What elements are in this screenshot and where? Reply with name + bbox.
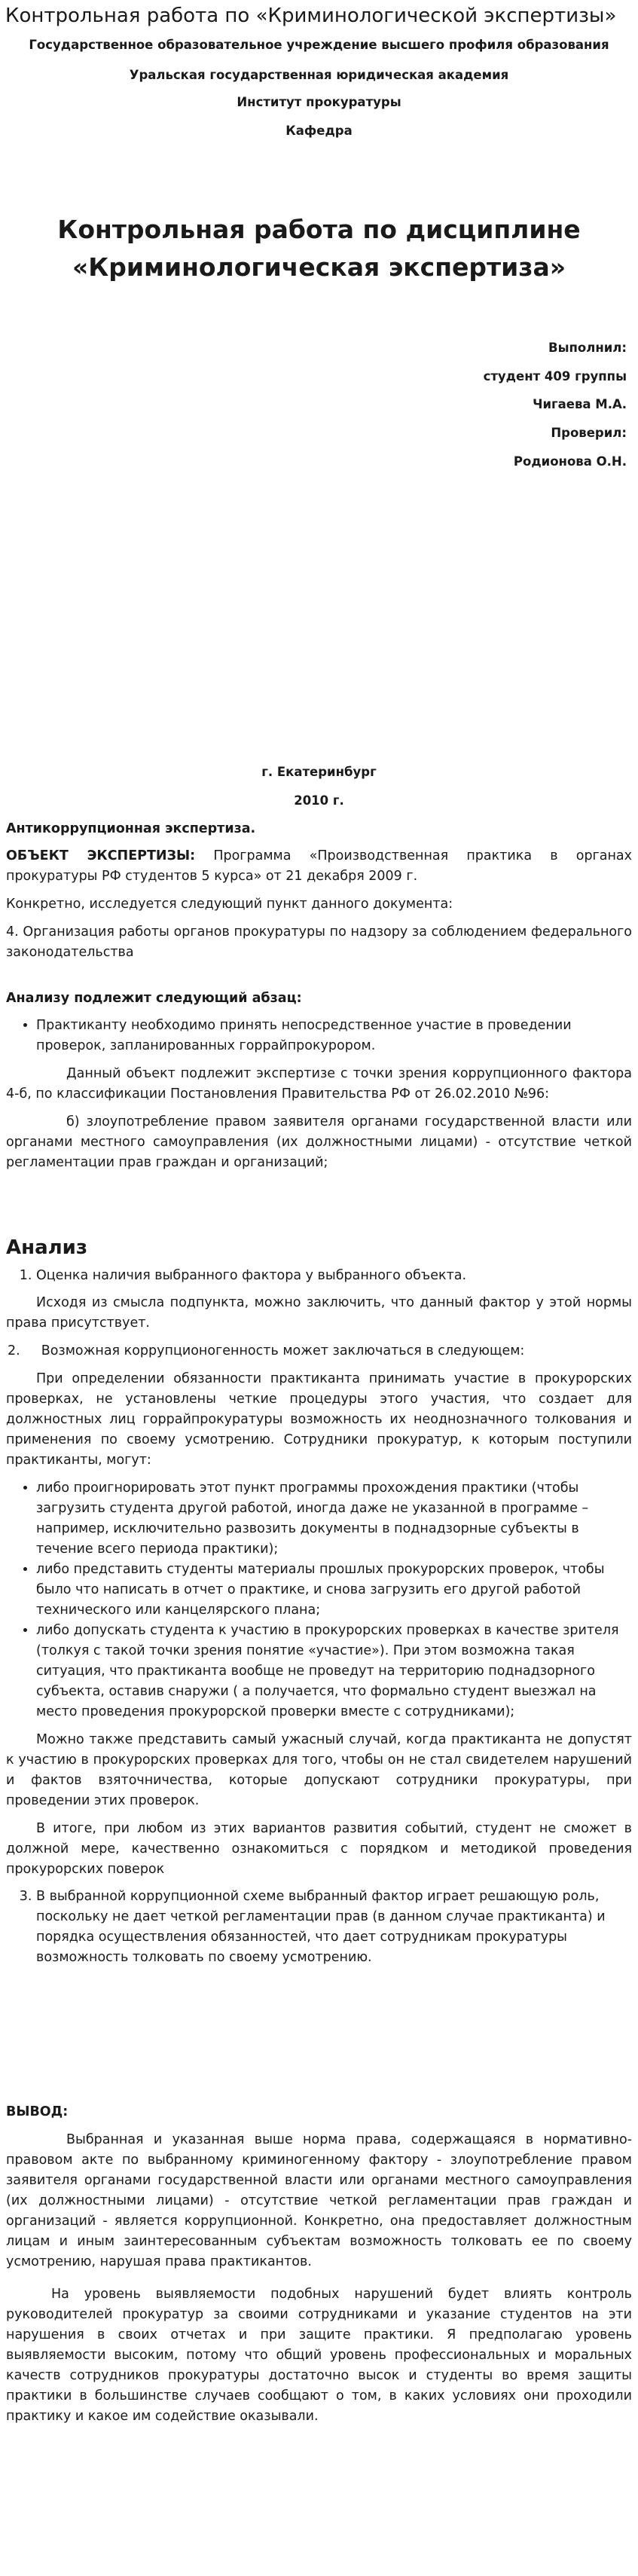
- section-expertise: [6, 819, 632, 1173]
- list-item: • Практиканту необходимо принять непосредственное участие в проведении проверок, запланированных горрайпрокурором.: [36, 1016, 632, 1056]
- analysis-paragraph-2: При определении обязанности практиканта принимать участие в прокурорских проверках, не установлены четкие процедуры этого участия, что создает для должностных лиц горрайпрокуратуры возможность их неоднозначного толкования и применения по своему усмотрению. Сотрудники прокуратур, к которым поступили практиканты, могут:: [6, 1371, 632, 1468]
- list-item: • либо представить студенты материалы прошлых прокурорских проверок, чтобы было что написать в отчет о практике, и снова загрузить его другой работой технического или канцелярского плана;: [36, 1560, 632, 1621]
- concretely-paragraph: Конкретно, исследуется следующий пункт данного документа:: [6, 897, 453, 912]
- student-name: Чигаева М.А.: [533, 397, 627, 411]
- conclusion-heading: ВЫВОД:: [6, 2104, 69, 2119]
- given-object-paragraph: Данный объект подлежит экспертизе с точки зрения коррупционного фактора 4-б, по классификации Постановления Правительства РФ от 26.02.2010 №96:: [6, 1066, 632, 1102]
- list-item: • либо допускать студента к участию в прокурорских проверках в качестве зрителя (толкуя с такой точки зрения понятие «участие»). При этом возможна такая ситуация, что практиканта вообще не проведут на территорию поднадзорного субъекта, оставив снаружи ( а получается, что формально студент выезжал на место проведения прокурорской проверки вместе с сотрудниками);: [36, 1621, 632, 1722]
- cover-institute: Институт прокуратуры: [237, 95, 401, 109]
- analysis-heading: Анализ: [6, 1236, 87, 1259]
- analysis-list-1: [6, 1266, 632, 1286]
- options-list: [6, 1478, 632, 1722]
- object-text: Программа «Производственная практика в органах прокуратуры РФ студентов 5 курса» от 21 декабря 2009 г.: [6, 848, 632, 884]
- object-paragraph: [6, 846, 632, 887]
- student-group: студент 409 группы: [483, 369, 627, 383]
- list-item: 1. Оценка наличия выбранного фактора у выбранного объекта.: [36, 1266, 632, 1286]
- object-label: ОБЪЕКТ ЭКСПЕРТИЗЫ:: [6, 848, 196, 863]
- item-text: Возможная коррупционогенность может заключаться в следующем:: [41, 1343, 525, 1358]
- analysis-item-2: [6, 1341, 632, 1361]
- cover-year: 2010 г.: [294, 793, 344, 808]
- list-item: • либо проигнорировать этот пункт программы прохождения практики (чтобы загрузить студента другой работой, иногда даже не указанной в программе – например, исключительно развозить документы в поднадзорные субъекты в течение всего периода практики);: [36, 1478, 632, 1560]
- page-title: Контрольная работа по «Криминологической экспертизы»: [5, 5, 617, 27]
- checker-name: Родионова О.Н.: [513, 454, 627, 469]
- cover-title-line1: Контрольная работа по дисциплине: [57, 215, 581, 244]
- analysis-paragraph-4: В итоге, при любом из этих вариантов развития событий, студент не сможет в должной мере, качественно ознакомиться с порядком и методикой проведения прокурорских поверок: [6, 1821, 632, 1877]
- cover-title: [0, 211, 638, 286]
- cover-title-line2: «Криминологическая экспертиза»: [72, 252, 566, 282]
- item-number: 2.: [8, 1343, 20, 1358]
- factor-b-paragraph: б) злоупотребление правом заявителя органами государственной власти или органами местного самоуправления (их должностными лицами) - отсутствие четкой регламентации прав граждан и организаций;: [6, 1114, 632, 1170]
- cover-institution: Государственное образовательное учреждение высшего профиля образования: [29, 38, 609, 52]
- list-item: 3. В выбранной коррупционной схеме выбранный фактор играет решающую роль, поскольку не дает четкой регламентации прав (в данном случае практиканта) и порядка осуществления обязанностей, что дает сотрудникам прокуратуры возможность толковать по своему усмотрению.: [36, 1887, 632, 1968]
- section-conclusion: [6, 2102, 632, 2427]
- analysis-paragraph-1: Исходя из смысла подпункта, можно заключить, что данный фактор у этой нормы права присутствует.: [6, 1295, 632, 1331]
- conclusion-paragraph-2: На уровень выявляемости подобных нарушений будет влиять контроль руководителей прокуратур за своими сотрудниками и указание студентов на эти нарушения в своих отчетах и при защите практики. Я предполагаю уровень выявляемости высоким, потому что общий уровень профессиональных и моральных качеств сотрудников прокуратуры достаточно высок и студенты во время защиты практики в большинстве случаев сообщают о том, в каких условиях они проходили практику и какое им содействие оказывали.: [6, 2287, 632, 2424]
- done-label: Выполнил:: [548, 341, 627, 355]
- section-analysis: [6, 1234, 632, 1968]
- analysis-paragraph-3: Можно также представить самый ужасный случай, когда практиканта не допустят к участию в прокурорских проверках для того, чтобы он не стал свидетелем нарушений и фактов взяточничества, которые допускают сотрудники прокуратуры, при проведении этих проверок.: [6, 1732, 632, 1808]
- analysis-subject-heading: Анализу подлежит следующий абзац:: [6, 991, 302, 1006]
- analysis-list-3: [6, 1887, 632, 1968]
- subject-list: [6, 1016, 632, 1056]
- point-4-paragraph: 4. Организация работы органов прокуратуры по надзору за соблюдением федерального законодательства: [6, 924, 632, 960]
- cover-academy: Уральская государственная юридическая академия: [129, 68, 509, 82]
- cover-department: Кафедра: [285, 124, 353, 138]
- cover-city: г. Екатеринбург: [261, 765, 377, 779]
- conclusion-paragraph-1: Выбранная и указанная выше норма права, содержащаяся в нормативно-правовом акте по выбранному криминогенному фактору - злоупотребление правом заявителя органами государственной власти или органами местного самоуправления (их должностными лицами) - отсутствие четкой регламентации прав граждан и организаций - является коррупционной. Конкретно, она предоставляет должностным лицам и иным заинтересованным субъектам возможность толковать ее по своему усмотрению, нарушая права практикантов.: [6, 2132, 632, 2269]
- checked-label: Проверил:: [551, 426, 627, 440]
- section-heading: Антикоррупционная экспертиза.: [6, 821, 256, 836]
